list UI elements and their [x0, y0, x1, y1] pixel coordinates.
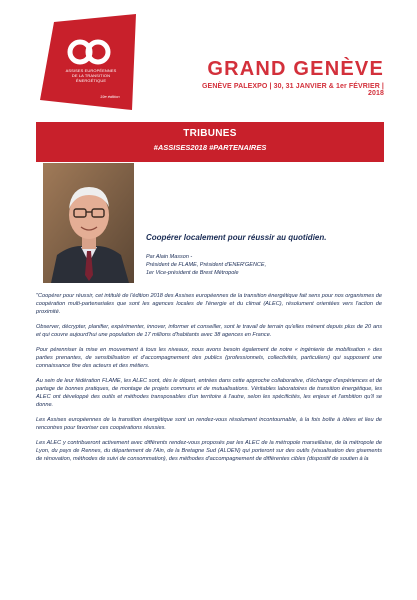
author-block: [146, 253, 376, 277]
paragraph: "Coopérer pour réussir, cet intitulé de l'édition 2018 des Assises européennes de la transition énergétique fait sens pour nos organismes de coopération multi-partenariales que sont les agences locales de l'énergie et du climat (ALEC), résolument orientées vers l'action de proximité.: [36, 293, 382, 315]
logo-text: ASSISES EUROPÉENNES DE LA TRANSITION ÉNERGÉTIQUE: [65, 68, 117, 83]
event-logo: [40, 14, 138, 110]
brand-title: GRAND GENÈVE: [207, 58, 384, 80]
paragraph: Les Assises européennes de la transition énergétique sont un rendez-vous résolument incontournable, à la fois boîte à idées et lieu de rencontres pour favoriser ces coopérations réussies.: [36, 417, 382, 431]
banner-title: TRIBUNES: [183, 128, 237, 139]
article-body: [36, 292, 382, 470]
article-headline: Coopérer localement pour réussir au quotidien.: [146, 233, 327, 242]
logo-edition: 19e édition: [100, 94, 120, 99]
author-photo: [43, 163, 134, 283]
section-banner: [36, 122, 384, 162]
paragraph: Les ALEC y contribueront activement avec différents rendez-vous proposés par les ALEC de la métropole marseillaise, de la métropole de Lyon, du pays de Rennes, du département de l'Ain, de la Bretagne Sud (ALOEN) qui porteront sur des outils (visualisation des gisements de rénovation, méthodes de suivi de consommation), des méthodes d'accompagnement de différentes cibles (dispositif de soutien à la: [36, 440, 382, 462]
logo-shape: [40, 14, 138, 110]
author-role: Président de FLAME, Président d'ENER'GENCE,: [146, 262, 267, 268]
brand-subtitle: GENÈVE PALEXPO | 30, 31 JANVIER & 1er FÉVRIER | 2018: [202, 83, 384, 97]
paragraph: Au sein de leur fédération FLAME, les ALEC sont, dès le départ, entrées dans cette approche collaborative, d'échange d'expériences et de partage de bonnes pratiques, de montage de projets communs et de mutualisations. Véritables laboratoires de transition énergétique, les ALEC ont développé des outils et méthodes transposables d'un territoire à l'autre, selon les spécificités, les enjeux et l'ambition qu'il se donne.: [36, 378, 382, 408]
banner-hashtags: #ASSISES2018 #PARTENAIRES: [153, 143, 267, 152]
author-role: 1er Vice-président de Brest Métropole: [146, 270, 239, 276]
paragraph: Observer, décrypter, planifier, expérimenter, innover, informer et conseiller, sont le travail de terrain qu'elles mènent depuis plus de 20 ans et qui couvre aujourd'hui une population de 17 millions d'habitants avec 38 agences en France.: [36, 324, 382, 338]
paragraph: Pour pérenniser la mise en mouvement à tous les niveaux, nous avons besoin également de notre « ingénierie de mobilisation » des parties prenantes, de sensibilisation et d'accompagnement des publics (professionnels, collectivités, particuliers) qui supposent une connaissance fine des acteurs et des métiers.: [36, 347, 382, 369]
author-name: Par Alain Masson -: [146, 254, 193, 260]
